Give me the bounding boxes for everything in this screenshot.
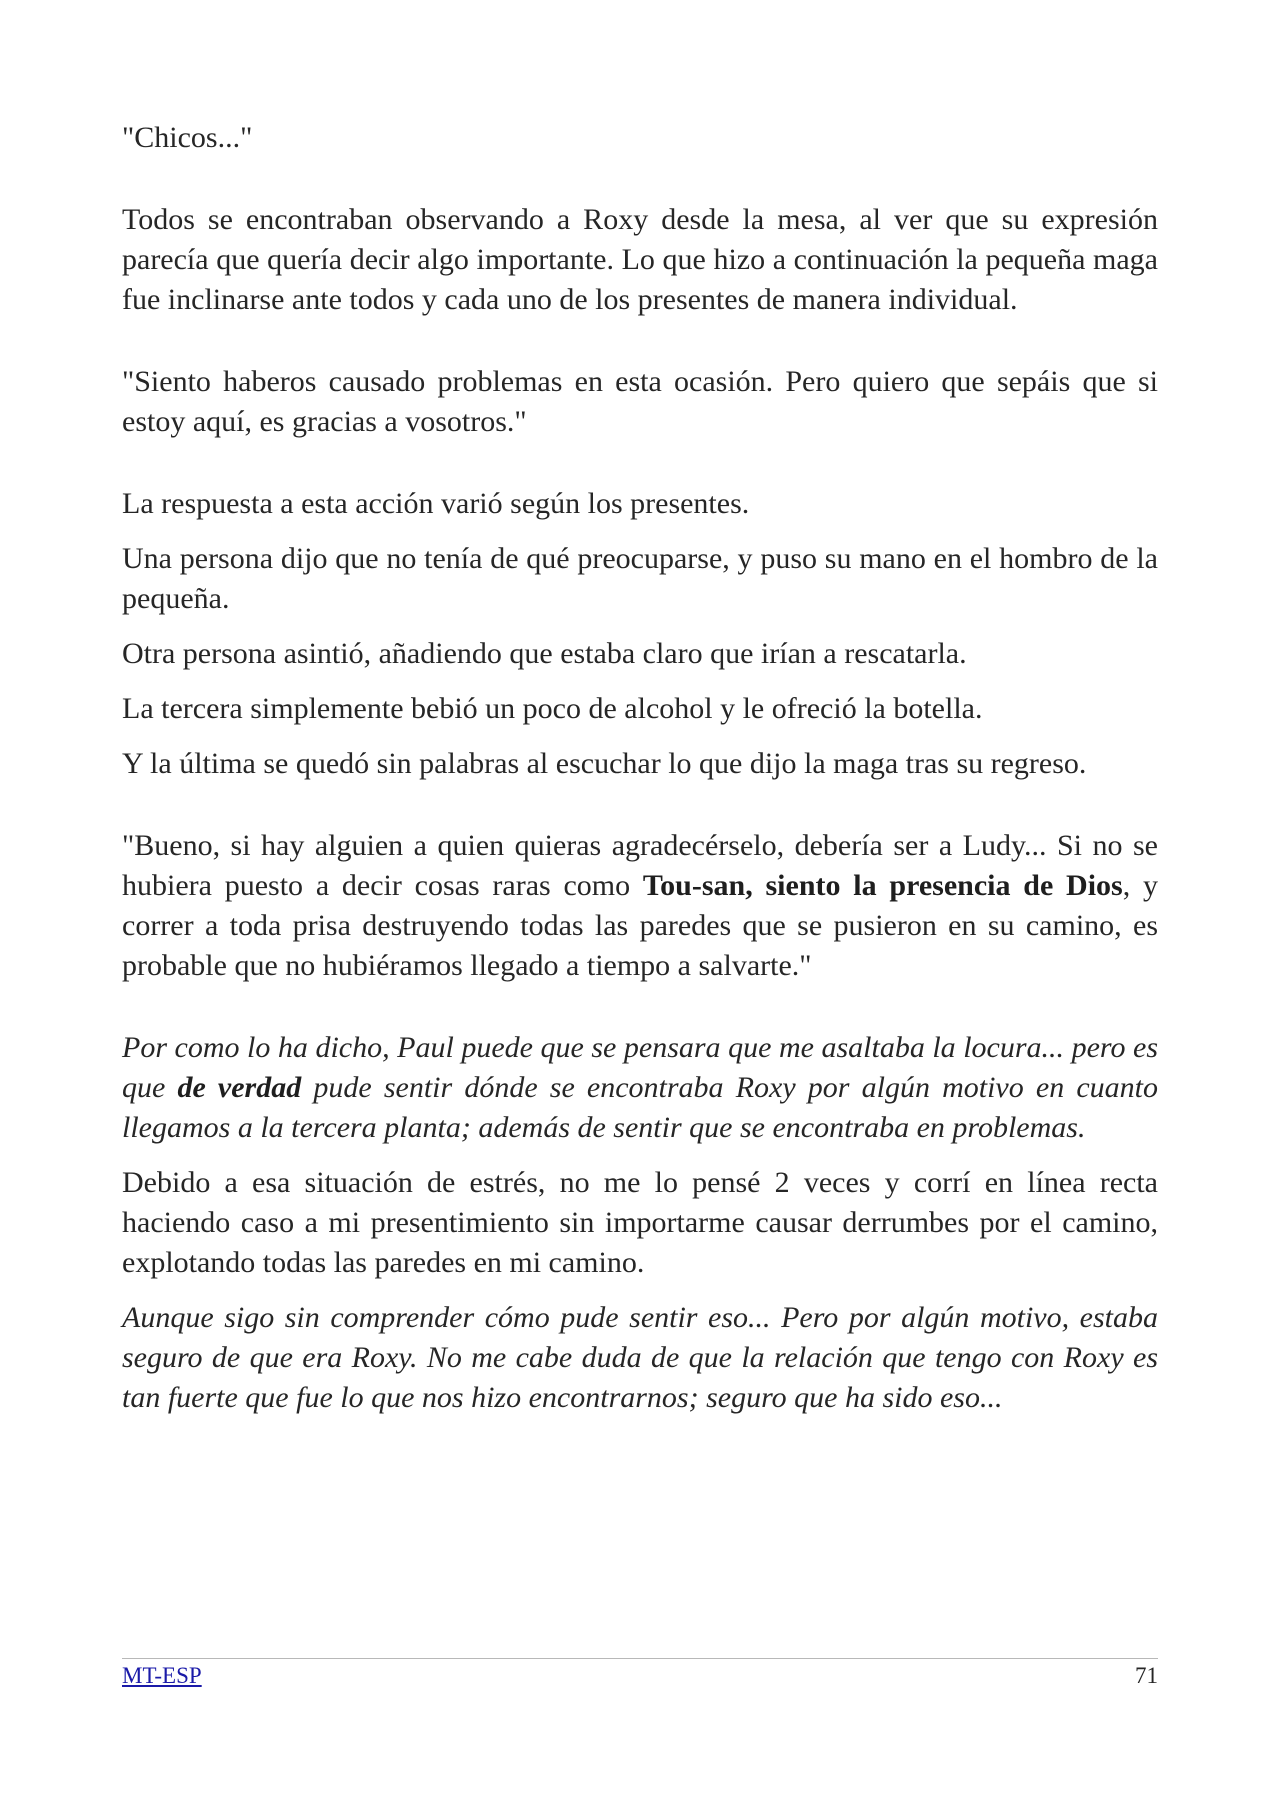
paragraph xyxy=(122,200,1158,320)
italic-paragraph xyxy=(122,1028,1158,1148)
paragraph xyxy=(122,118,1158,158)
text-segment: pude sentir dónde se encontraba Roxy por algún motivo en cuanto llegamos a la tercera planta; además de sentir que se encontraba en problemas. xyxy=(122,1071,1158,1144)
bold-text: Tou-san, siento la presencia de Dios xyxy=(642,869,1123,902)
page-number: 71 xyxy=(1135,1663,1158,1688)
text-segment: Todos se encontraban observando a Roxy desde la mesa, al ver que su expresión parecía que quería decir algo importante. Lo que hizo a continuación la pequeña maga fue inclinarse ante todos y cada uno de los presentes de manera individual. xyxy=(122,203,1158,316)
text-segment: "Chicos..." xyxy=(122,121,253,154)
bold-text: de verdad xyxy=(177,1071,302,1104)
text-segment: Una persona dijo que no tenía de qué preocuparse, y puso su mano en el hombro de la pequeña. xyxy=(122,542,1158,615)
text-segment: Por como lo ha dicho, Paul puede que se pensara que me asaltaba la locura... pero es que xyxy=(122,1031,1158,1104)
paragraph xyxy=(122,826,1158,986)
footer-divider xyxy=(122,1658,1158,1659)
paragraph xyxy=(122,744,1158,784)
text-segment: Y la última se quedó sin palabras al escuchar lo que dijo la maga tras su regreso. xyxy=(122,747,1087,780)
text-segment: "Bueno, si hay alguien a quien quieras agradecérselo, debería ser a Ludy... Si no se hubiera puesto a decir cosas raras como xyxy=(122,829,1158,902)
text-segment: Aunque sigo sin comprender cómo pude sentir eso... Pero por algún motivo, estaba seguro de que era Roxy. No me cabe duda de que la relación que tengo con Roxy es tan fuerte que fue lo que nos hizo encontrarnos; seguro que ha sido eso... xyxy=(122,1301,1158,1414)
paragraph xyxy=(122,484,1158,524)
text-segment: La respuesta a esta acción varió según los presentes. xyxy=(122,487,750,520)
paragraph xyxy=(122,1163,1158,1283)
paragraph xyxy=(122,362,1158,442)
paragraph xyxy=(122,634,1158,674)
text-segment: "Siento haberos causado problemas en esta ocasión. Pero quiero que sepáis que si estoy aquí, es gracias a vosotros." xyxy=(122,365,1158,438)
text-segment: , y correr a toda prisa destruyendo todas las paredes que se pusieron en su camino, es probable que no hubiéramos llegado a tiempo a salvarte." xyxy=(122,869,1158,982)
page-footer xyxy=(122,1661,1158,1691)
text-segment: Otra persona asintió, añadiendo que estaba claro que irían a rescatarla. xyxy=(122,637,967,670)
paragraph xyxy=(122,539,1158,619)
paragraph xyxy=(122,689,1158,729)
italic-paragraph xyxy=(122,1298,1158,1418)
page-body xyxy=(122,118,1158,1418)
footer-source-link[interactable]: MT-ESP xyxy=(122,1663,202,1688)
text-segment: Debido a esa situación de estrés, no me lo pensé 2 veces y corrí en línea recta haciendo caso a mi presentimiento sin importarme causar derrumbes por el camino, explotando todas las paredes en mi camino. xyxy=(122,1166,1158,1279)
text-segment: La tercera simplemente bebió un poco de alcohol y le ofreció la botella. xyxy=(122,692,983,725)
